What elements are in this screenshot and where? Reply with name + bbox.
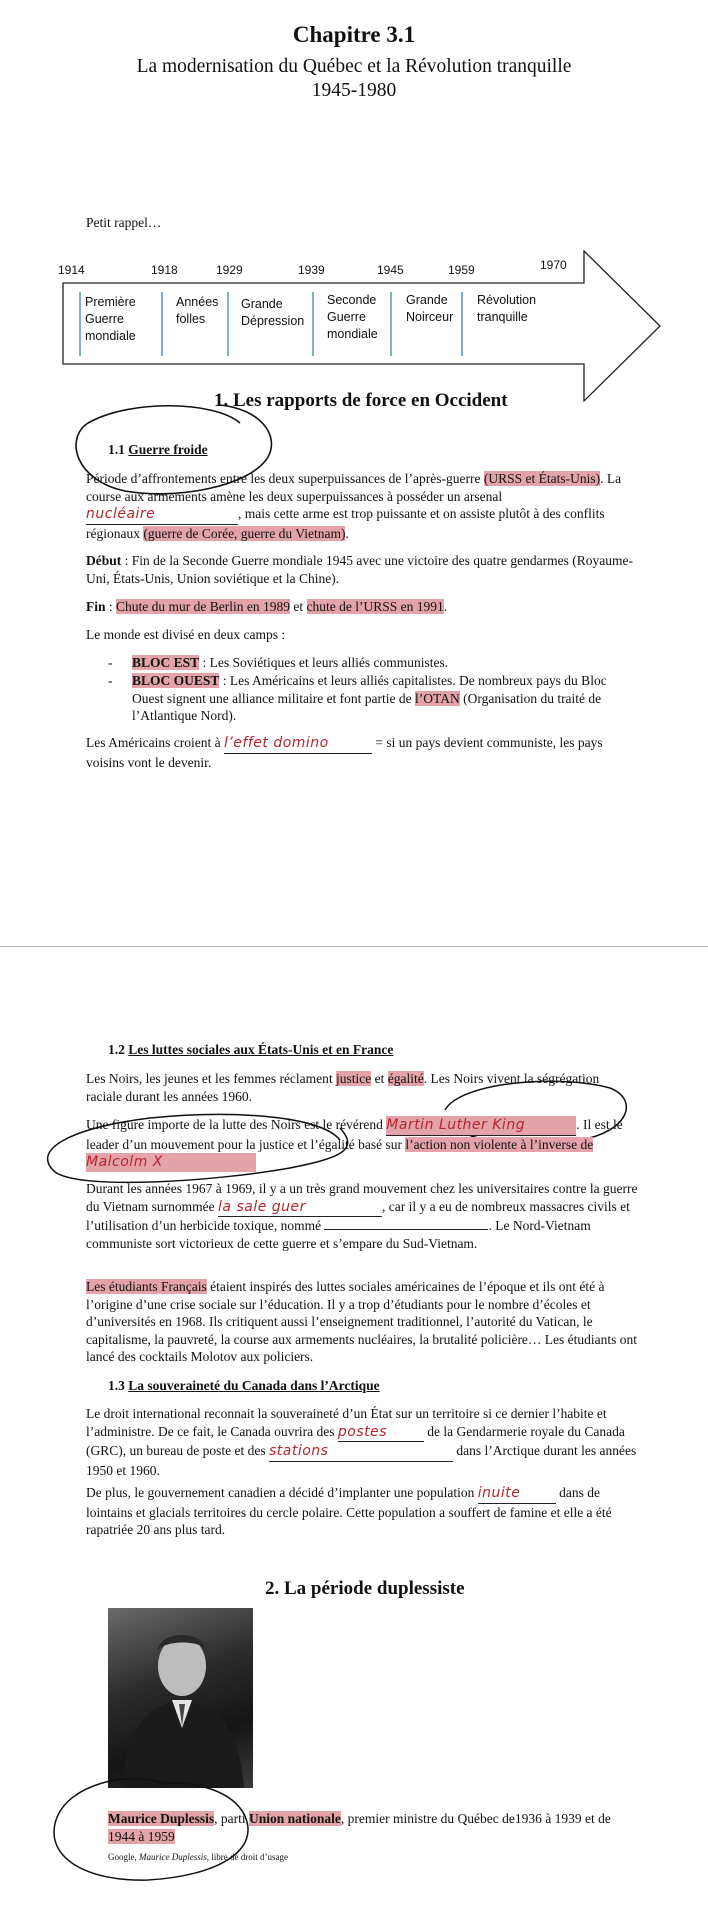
portrait-silhouette <box>108 1608 253 1788</box>
debut-paragraph: Début : Fin de la Seconde Guerre mondiale 1945 avec une victoire des quatre gendarmes (Royaume-Uni, États-Unis, Union soviétique et la Chine). <box>86 553 633 586</box>
page-divider <box>0 946 708 947</box>
timeline-year: 1959 <box>448 263 475 277</box>
mlk-paragraph: Une figure importe de la lutte des Noirs est le révérend Martin Luther King . Il est le leader d’un mouvement pour la justice et l’égalité basé sur l’action non violente à l’inverse de Malcolm X <box>86 1117 623 1170</box>
guerre-froide-paragraph: Période d’affrontements entre les deux superpuissances de l’après-guerre (URSS et États-Unis). La course aux armements amène les deux superpuissances à posséder un arsenal nucléaire , mais cette arme est trop puissante et on assiste plutôt à des conflits régionaux (guerre de Corée, guerre du Vietnam). <box>86 471 622 541</box>
etudiants-paragraph: Les étudiants Français étaient inspirés des luttes sociales américaines de l’époque et ils ont été à l’origine d’une crise sociale sur l’éducation. Il y a trop d’étudiants pour le nombre d’écoles et d’universités en 1968. Ils critiquent aussi l’enseignement traditionnel, l’autorité du Vatican, le capitalisme, la pauvreté, la course aux armements nucléaires, la brutalité policière… Les étudiants ont lancé des cocktails Molotov aux policiers. <box>86 1279 638 1364</box>
bloc-est-item: BLOC EST : Les Soviétiques et leurs alliés communistes. <box>132 655 449 670</box>
luttes-paragraph-1: Les Noirs, les jeunes et les femmes réclament justice et égalité. Les Noirs vivent la ségrégation raciale durant les années 1960. <box>86 1071 600 1104</box>
timeline-period: Révolution tranquille <box>477 293 537 324</box>
section-1-title: 1. Les rapports de force en Occident <box>214 390 508 411</box>
timeline-year: 1970 <box>540 258 567 272</box>
fin-paragraph: Fin : Chute du mur de Berlin en 1989 et chute de l’URSS en 1991. <box>86 599 448 614</box>
timeline-period: Grande Dépression <box>241 297 305 328</box>
subsection-1-2-title: 1.2 Les luttes sociales aux États-Unis et en France <box>108 1042 394 1057</box>
domino-paragraph: Les Américains croient à l’effet domino = si un pays devient communiste, les pays voisins vont le devenir. <box>86 735 603 770</box>
timeline-year: 1918 <box>151 263 178 277</box>
bullet: - <box>108 673 113 688</box>
arctique-paragraph-2: De plus, le gouvernement canadien a décidé d’implanter une population inuite dans de lointains et glacials territoires du cercle polaire. Cette population a souffert de famine et elle a été rapatriée 20 ans plus tard. <box>86 1485 612 1537</box>
subsection-1-3-title: 1.3 La souveraineté du Canada dans l’Arctique <box>108 1378 380 1393</box>
subsection-1-1-title: 1.1 Guerre froide <box>108 442 208 457</box>
bullet: - <box>108 655 113 670</box>
timeline-period: Seconde Guerre mondiale <box>327 293 378 341</box>
bloc-ouest-item: BLOC OUEST : Les Américains et leurs alliés capitalistes. De nombreux pays du Bloc Ouest signent une alliance militaire et font partie de l’OTAN (Organisation du traité de l’Atlantique Nord). <box>132 673 607 723</box>
rappel-label: Petit rappel… <box>86 215 162 230</box>
monde-paragraph: Le monde est divisé en deux camps : <box>86 627 286 642</box>
photo-credit: Google, Maurice Duplessis, libre de droit d’usage <box>108 1852 288 1862</box>
arctique-paragraph-1: Le droit international reconnait la souveraineté d’un État sur un territoire si ce dernier l’habite et l’administre. De ce fait, le Canada ouvrira des postes de la Gendarmerie royale du Canada (GRC), un bureau de poste et des stations dans l’Arctique durant les années 1950 et 1960. <box>86 1406 637 1478</box>
timeline-year: 1929 <box>216 263 243 277</box>
section-2-title: 2. La période duplessiste <box>265 1578 465 1599</box>
page-subtitle: La modernisation du Québec et la Révolution tranquille <box>136 56 572 77</box>
timeline-period: Années folles <box>176 295 219 326</box>
vietnam-paragraph: Durant les années 1967 à 1969, il y a un très grand mouvement chez les universitaires contre la guerre du Vietnam surnommée la sale guer , car il y a eu de nombreux massacres civils et l’utilisation d’un herbicide toxique, nommé . Le Nord-Vietnam communiste sort victorieux de cette guerre et s’empare du Sud-Vietnam. <box>86 1181 638 1251</box>
page-years: 1945-1980 <box>311 80 397 101</box>
duplessis-photo <box>108 1608 253 1788</box>
timeline-period: Grande Noirceur <box>406 293 454 324</box>
timeline-period: Première Guerre mondiale <box>85 295 136 343</box>
timeline <box>0 250 708 410</box>
duplessis-caption: Maurice Duplessis, parti Union nationale, premier ministre du Québec de1936 à 1939 et de 1944 à 1959 <box>108 1811 611 1844</box>
timeline-year: 1945 <box>377 263 404 277</box>
timeline-year: 1914 <box>58 263 85 277</box>
timeline-year: 1939 <box>298 263 325 277</box>
page-title: Chapitre 3.1 <box>292 22 416 47</box>
